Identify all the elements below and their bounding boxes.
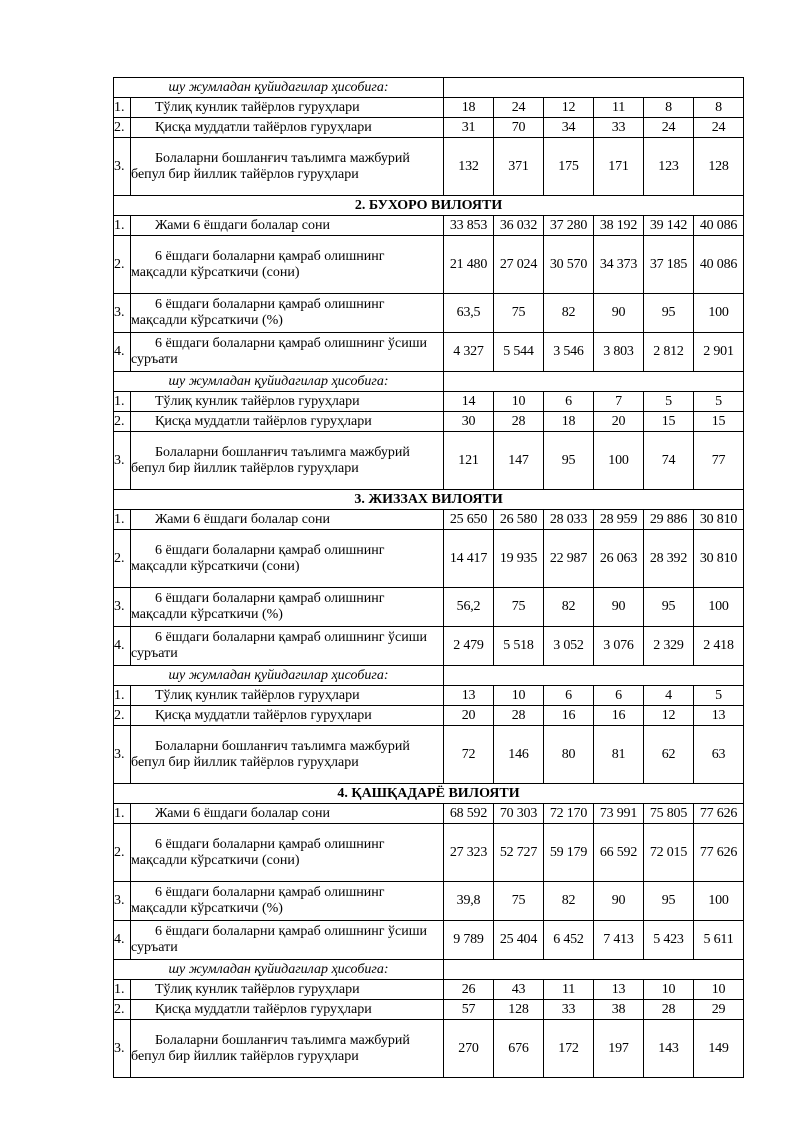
table-row <box>114 824 744 882</box>
row-label <box>131 216 444 236</box>
value-cell: 24 <box>494 98 544 118</box>
region-title: 4. ҚАШҚАДАРЁ ВИЛОЯТИ <box>114 784 744 804</box>
value-cell: 72 <box>444 726 494 784</box>
value-cell: 24 <box>644 118 694 138</box>
value-cell: 5 518 <box>494 627 544 666</box>
value-cell: 26 <box>444 980 494 1000</box>
row-label-text: 6 ёшдаги болаларни қамраб олишнинг мақсадли кўрсаткичи (сони) <box>131 836 385 868</box>
value-cell: 29 <box>694 1000 744 1020</box>
row-label <box>131 588 444 627</box>
value-cell: 57 <box>444 1000 494 1020</box>
value-cell: 14 <box>444 392 494 412</box>
value-cell: 9 789 <box>444 921 494 960</box>
value-cell: 100 <box>694 294 744 333</box>
row-label-text: Болаларни бошланғич таълимга мажбурий бепул бир йиллик тайёрлов гуруҳлари <box>131 444 410 476</box>
row-label <box>131 726 444 784</box>
row-label-text: 6 ёшдаги болаларни қамраб олишнинг мақсадли кўрсаткичи (сони) <box>131 542 385 574</box>
value-cell: 59 179 <box>544 824 594 882</box>
row-number: 2. <box>114 118 131 138</box>
value-cell: 27 323 <box>444 824 494 882</box>
row-label-text: 6 ёшдаги болаларни қамраб олишнинг ўсиши суръати <box>131 924 427 955</box>
row-label-text: Қисқа муддатли тайёрлов гуруҳлари <box>155 1001 372 1017</box>
value-cell: 82 <box>544 588 594 627</box>
value-cell: 18 <box>444 98 494 118</box>
subheader-blank <box>444 960 744 980</box>
value-cell: 95 <box>544 432 594 490</box>
value-cell: 121 <box>444 432 494 490</box>
value-cell: 676 <box>494 1020 544 1078</box>
value-cell: 30 810 <box>694 510 744 530</box>
value-cell: 2 479 <box>444 627 494 666</box>
table-row <box>114 686 744 706</box>
value-cell: 39,8 <box>444 882 494 921</box>
value-cell: 75 <box>494 882 544 921</box>
table-row <box>114 216 744 236</box>
value-cell: 6 <box>544 686 594 706</box>
value-cell: 72 015 <box>644 824 694 882</box>
row-label <box>131 138 444 196</box>
value-cell: 28 <box>494 412 544 432</box>
row-label <box>131 980 444 1000</box>
region-header-row <box>114 196 744 216</box>
row-number: 2. <box>114 706 131 726</box>
table-row <box>114 98 744 118</box>
value-cell: 81 <box>594 726 644 784</box>
table-row <box>114 510 744 530</box>
subheader-row <box>114 960 744 980</box>
table-row <box>114 392 744 412</box>
value-cell: 27 024 <box>494 236 544 294</box>
row-label-text: 6 ёшдаги болаларни қамраб олишнинг мақсадли кўрсаткичи (%) <box>131 297 385 328</box>
value-cell: 28 <box>644 1000 694 1020</box>
value-cell: 82 <box>544 294 594 333</box>
value-cell: 5 <box>694 686 744 706</box>
table-row <box>114 1000 744 1020</box>
value-cell: 95 <box>644 882 694 921</box>
table-row <box>114 294 744 333</box>
row-number: 3. <box>114 294 131 333</box>
row-label-text: Жами 6 ёшдаги болалар сони <box>155 217 330 233</box>
subheader-label: шу жумладан қуйидагилар ҳисобига: <box>114 960 444 980</box>
region-title: 2. БУХОРО ВИЛОЯТИ <box>114 196 744 216</box>
value-cell: 5 544 <box>494 333 544 372</box>
value-cell: 3 546 <box>544 333 594 372</box>
row-label <box>131 118 444 138</box>
value-cell: 10 <box>694 980 744 1000</box>
value-cell: 21 480 <box>444 236 494 294</box>
value-cell: 75 805 <box>644 804 694 824</box>
value-cell: 37 280 <box>544 216 594 236</box>
value-cell: 39 142 <box>644 216 694 236</box>
value-cell: 6 452 <box>544 921 594 960</box>
value-cell: 40 086 <box>694 236 744 294</box>
row-number: 1. <box>114 686 131 706</box>
value-cell: 172 <box>544 1020 594 1078</box>
value-cell: 13 <box>594 980 644 1000</box>
value-cell: 63 <box>694 726 744 784</box>
row-number: 2. <box>114 412 131 432</box>
subheader-row <box>114 372 744 392</box>
value-cell: 72 170 <box>544 804 594 824</box>
table-row <box>114 530 744 588</box>
row-label-text: Қисқа муддатли тайёрлов гуруҳлари <box>155 707 372 723</box>
value-cell: 26 063 <box>594 530 644 588</box>
row-number: 3. <box>114 882 131 921</box>
value-cell: 128 <box>494 1000 544 1020</box>
value-cell: 10 <box>644 980 694 1000</box>
row-label-text: Тўлиқ кунлик тайёрлов гуруҳлари <box>155 981 360 997</box>
row-label <box>131 824 444 882</box>
value-cell: 36 032 <box>494 216 544 236</box>
row-number: 4. <box>114 333 131 372</box>
row-label <box>131 804 444 824</box>
row-label <box>131 921 444 960</box>
value-cell: 90 <box>594 588 644 627</box>
value-cell: 16 <box>594 706 644 726</box>
row-number: 2. <box>114 530 131 588</box>
table-row <box>114 1020 744 1078</box>
row-label-text: Тўлиқ кунлик тайёрлов гуруҳлари <box>155 393 360 409</box>
value-cell: 74 <box>644 432 694 490</box>
value-cell: 2 418 <box>694 627 744 666</box>
row-label-text: Қисқа муддатли тайёрлов гуруҳлари <box>155 119 372 135</box>
subheader-label: шу жумладан қуйидагилар ҳисобига: <box>114 78 444 98</box>
value-cell: 4 327 <box>444 333 494 372</box>
value-cell: 95 <box>644 588 694 627</box>
table-row <box>114 412 744 432</box>
value-cell: 4 <box>644 686 694 706</box>
row-number: 1. <box>114 216 131 236</box>
value-cell: 66 592 <box>594 824 644 882</box>
value-cell: 37 185 <box>644 236 694 294</box>
value-cell: 73 991 <box>594 804 644 824</box>
row-label-text: Қисқа муддатли тайёрлов гуруҳлари <box>155 413 372 429</box>
value-cell: 270 <box>444 1020 494 1078</box>
value-cell: 77 626 <box>694 824 744 882</box>
value-cell: 10 <box>494 392 544 412</box>
row-number: 1. <box>114 804 131 824</box>
value-cell: 12 <box>544 98 594 118</box>
value-cell: 13 <box>444 686 494 706</box>
row-label-text: Жами 6 ёшдаги болалар сони <box>155 511 330 527</box>
table-row <box>114 432 744 490</box>
value-cell: 7 <box>594 392 644 412</box>
value-cell: 171 <box>594 138 644 196</box>
row-label-text: Болаларни бошланғич таълимга мажбурий бепул бир йиллик тайёрлов гуруҳлари <box>131 738 410 770</box>
value-cell: 2 329 <box>644 627 694 666</box>
value-cell: 100 <box>594 432 644 490</box>
table-row <box>114 236 744 294</box>
subheader-blank <box>444 78 744 98</box>
table-row <box>114 726 744 784</box>
row-label-text: 6 ёшдаги болаларни қамраб олишнинг ўсиши суръати <box>131 336 427 367</box>
value-cell: 31 <box>444 118 494 138</box>
value-cell: 146 <box>494 726 544 784</box>
value-cell: 15 <box>644 412 694 432</box>
value-cell: 14 417 <box>444 530 494 588</box>
value-cell: 371 <box>494 138 544 196</box>
value-cell: 3 803 <box>594 333 644 372</box>
value-cell: 82 <box>544 882 594 921</box>
value-cell: 18 <box>544 412 594 432</box>
value-cell: 143 <box>644 1020 694 1078</box>
region-title: 3. ЖИЗЗАХ ВИЛОЯТИ <box>114 490 744 510</box>
row-label <box>131 706 444 726</box>
table-row <box>114 882 744 921</box>
value-cell: 34 373 <box>594 236 644 294</box>
row-label-text: Тўлиқ кунлик тайёрлов гуруҳлари <box>155 99 360 115</box>
subheader-label: шу жумладан қуйидагилар ҳисобига: <box>114 372 444 392</box>
row-label <box>131 236 444 294</box>
row-label <box>131 1000 444 1020</box>
value-cell: 30 570 <box>544 236 594 294</box>
value-cell: 100 <box>694 882 744 921</box>
row-label-text: Болаларни бошланғич таълимга мажбурий бепул бир йиллик тайёрлов гуруҳлари <box>131 150 410 182</box>
table-row <box>114 804 744 824</box>
row-label-text: Тўлиқ кунлик тайёрлов гуруҳлари <box>155 687 360 703</box>
row-number: 2. <box>114 1000 131 1020</box>
value-cell: 33 <box>544 1000 594 1020</box>
value-cell: 28 <box>494 706 544 726</box>
row-number: 1. <box>114 980 131 1000</box>
value-cell: 28 959 <box>594 510 644 530</box>
value-cell: 70 303 <box>494 804 544 824</box>
value-cell: 75 <box>494 294 544 333</box>
row-number: 3. <box>114 138 131 196</box>
value-cell: 7 413 <box>594 921 644 960</box>
value-cell: 33 <box>594 118 644 138</box>
value-cell: 100 <box>694 588 744 627</box>
value-cell: 197 <box>594 1020 644 1078</box>
value-cell: 3 052 <box>544 627 594 666</box>
value-cell: 3 076 <box>594 627 644 666</box>
row-label <box>131 392 444 412</box>
value-cell: 40 086 <box>694 216 744 236</box>
value-cell: 5 <box>644 392 694 412</box>
value-cell: 15 <box>694 412 744 432</box>
data-table <box>113 77 744 1078</box>
value-cell: 30 810 <box>694 530 744 588</box>
row-label <box>131 530 444 588</box>
table-row <box>114 588 744 627</box>
value-cell: 8 <box>694 98 744 118</box>
value-cell: 11 <box>544 980 594 1000</box>
value-cell: 43 <box>494 980 544 1000</box>
value-cell: 6 <box>544 392 594 412</box>
value-cell: 33 853 <box>444 216 494 236</box>
value-cell: 147 <box>494 432 544 490</box>
row-number: 3. <box>114 432 131 490</box>
row-label-text: 6 ёшдаги болаларни қамраб олишнинг ўсиши суръати <box>131 630 427 661</box>
row-label <box>131 1020 444 1078</box>
row-label <box>131 412 444 432</box>
value-cell: 63,5 <box>444 294 494 333</box>
value-cell: 52 727 <box>494 824 544 882</box>
value-cell: 11 <box>594 98 644 118</box>
value-cell: 38 192 <box>594 216 644 236</box>
row-label <box>131 98 444 118</box>
value-cell: 80 <box>544 726 594 784</box>
row-number: 1. <box>114 392 131 412</box>
value-cell: 56,2 <box>444 588 494 627</box>
value-cell: 29 886 <box>644 510 694 530</box>
table-row <box>114 980 744 1000</box>
value-cell: 2 901 <box>694 333 744 372</box>
value-cell: 20 <box>594 412 644 432</box>
row-label <box>131 510 444 530</box>
value-cell: 38 <box>594 1000 644 1020</box>
value-cell: 28 033 <box>544 510 594 530</box>
value-cell: 30 <box>444 412 494 432</box>
row-number: 4. <box>114 627 131 666</box>
row-number: 1. <box>114 98 131 118</box>
row-number: 4. <box>114 921 131 960</box>
table-body <box>114 78 744 1078</box>
value-cell: 70 <box>494 118 544 138</box>
value-cell: 12 <box>644 706 694 726</box>
row-label <box>131 686 444 706</box>
row-label-text: 6 ёшдаги болаларни қамраб олишнинг мақсадли кўрсаткичи (сони) <box>131 248 385 280</box>
value-cell: 19 935 <box>494 530 544 588</box>
row-number: 2. <box>114 236 131 294</box>
table-row <box>114 706 744 726</box>
value-cell: 28 392 <box>644 530 694 588</box>
row-label <box>131 627 444 666</box>
table-row <box>114 921 744 960</box>
value-cell: 149 <box>694 1020 744 1078</box>
row-number: 1. <box>114 510 131 530</box>
row-number: 3. <box>114 726 131 784</box>
value-cell: 62 <box>644 726 694 784</box>
table-row <box>114 138 744 196</box>
row-label <box>131 333 444 372</box>
value-cell: 77 626 <box>694 804 744 824</box>
value-cell: 77 <box>694 432 744 490</box>
subheader-row <box>114 78 744 98</box>
row-label-text: Жами 6 ёшдаги болалар сони <box>155 805 330 821</box>
subheader-blank <box>444 666 744 686</box>
value-cell: 13 <box>694 706 744 726</box>
value-cell: 5 423 <box>644 921 694 960</box>
value-cell: 25 650 <box>444 510 494 530</box>
value-cell: 24 <box>694 118 744 138</box>
row-number: 2. <box>114 824 131 882</box>
row-number: 3. <box>114 588 131 627</box>
value-cell: 6 <box>594 686 644 706</box>
value-cell: 16 <box>544 706 594 726</box>
value-cell: 75 <box>494 588 544 627</box>
row-label <box>131 882 444 921</box>
value-cell: 25 404 <box>494 921 544 960</box>
row-label-text: Болаларни бошланғич таълимга мажбурий бепул бир йиллик тайёрлов гуруҳлари <box>131 1032 410 1064</box>
table-row <box>114 333 744 372</box>
subheader-label: шу жумладан қуйидагилар ҳисобига: <box>114 666 444 686</box>
value-cell: 22 987 <box>544 530 594 588</box>
value-cell: 90 <box>594 882 644 921</box>
value-cell: 132 <box>444 138 494 196</box>
value-cell: 5 611 <box>694 921 744 960</box>
value-cell: 34 <box>544 118 594 138</box>
value-cell: 90 <box>594 294 644 333</box>
region-header-row <box>114 784 744 804</box>
row-label-text: 6 ёшдаги болаларни қамраб олишнинг мақсадли кўрсаткичи (%) <box>131 591 385 622</box>
value-cell: 68 592 <box>444 804 494 824</box>
row-label <box>131 294 444 333</box>
value-cell: 26 580 <box>494 510 544 530</box>
subheader-blank <box>444 372 744 392</box>
value-cell: 2 812 <box>644 333 694 372</box>
value-cell: 95 <box>644 294 694 333</box>
value-cell: 5 <box>694 392 744 412</box>
row-label-text: 6 ёшдаги болаларни қамраб олишнинг мақсадли кўрсаткичи (%) <box>131 885 385 916</box>
table-row <box>114 627 744 666</box>
value-cell: 10 <box>494 686 544 706</box>
value-cell: 123 <box>644 138 694 196</box>
value-cell: 20 <box>444 706 494 726</box>
row-label <box>131 432 444 490</box>
value-cell: 8 <box>644 98 694 118</box>
value-cell: 128 <box>694 138 744 196</box>
region-header-row <box>114 490 744 510</box>
value-cell: 175 <box>544 138 594 196</box>
row-number: 3. <box>114 1020 131 1078</box>
table-row <box>114 118 744 138</box>
subheader-row <box>114 666 744 686</box>
